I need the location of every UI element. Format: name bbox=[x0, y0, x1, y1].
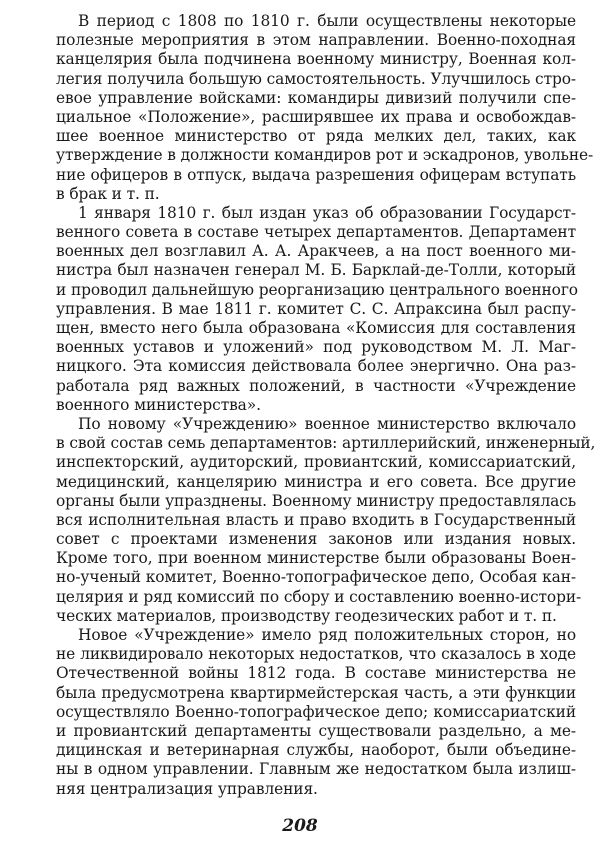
text-line: дицинская и ветеринарная службы, наоборот, были объедине- bbox=[56, 741, 576, 760]
text-line: шее военное министерство от ряда мелких дел, таких, как bbox=[56, 127, 576, 146]
text-line: В период с 1808 по 1810 г. были осуществлены некоторые bbox=[78, 12, 576, 30]
text-line: и провиантский департаменты существовали раздельно, а ме- bbox=[56, 721, 576, 740]
text-line: совет с проектами изменения законов или издания новых. bbox=[56, 530, 576, 549]
text-line: военного министерства». bbox=[56, 395, 261, 414]
text-line: военных дел возглавил А. А. Аракчеев, а на пост военного ми- bbox=[56, 242, 576, 261]
text-line: щен, вместо него была образована «Комиссия для составления bbox=[56, 319, 576, 337]
text-line: По новому «Учреждению» военное министерство включало bbox=[78, 414, 576, 433]
text-line: была предусмотрена квартирмейстерская часть, а эти функции bbox=[56, 683, 576, 702]
text-line: ние офицеров в отпуск, выдача разрешения офицерам вступать bbox=[56, 165, 576, 184]
book-page-body bbox=[56, 12, 596, 799]
text-line: целярия и ряд комиссий по сбору и составлению военно-истори- bbox=[56, 587, 582, 606]
text-line: работала ряд важных положений, в частности «Учреждение bbox=[56, 376, 576, 395]
text-line: но-ученый комитет, Военно-топографическое депо, Особая кан- bbox=[56, 568, 576, 587]
paragraph-3 bbox=[56, 414, 596, 626]
paragraph-2 bbox=[56, 204, 576, 415]
text-line: легия получила большую самостоятельность. Улучшилось стро- bbox=[56, 69, 576, 88]
paragraph-4 bbox=[56, 626, 576, 799]
text-line: и проводил дальнейшую реорганизацию центрального военного bbox=[56, 280, 578, 299]
text-line: няя централизация управления. bbox=[56, 779, 318, 798]
text-line: евое управление войсками: командиры дивизий получили спе- bbox=[56, 88, 576, 107]
text-line: ницкого. Эта комиссия действовала более энергично. Она раз- bbox=[56, 357, 576, 376]
text-line: ны в одном управлении. Главным же недостатком была излиш- bbox=[56, 760, 576, 779]
text-line: венного совета в составе четырех департаментов. Департамент bbox=[56, 223, 576, 242]
text-line: осуществляло Военно-топографическое депо; комиссариатский bbox=[56, 702, 576, 721]
text-line: полезные мероприятия в этом направлении. Военно-походная bbox=[56, 31, 576, 50]
text-line: военных уставов и уложений» под руководством М. Л. Маг- bbox=[56, 338, 576, 357]
text-line: Отечественной войны 1812 года. В составе министерства не bbox=[56, 664, 576, 683]
text-line: управления. В мае 1811 г. комитет С. С. Апраксина был распу- bbox=[56, 299, 576, 318]
text-line: органы были упразднены. Военному министру предоставлялась bbox=[56, 491, 576, 510]
text-line: Кроме того, при военном министерстве были образованы Воен- bbox=[56, 549, 576, 568]
text-line: утверждение в должности командиров рот и эскадронов, увольне- bbox=[56, 146, 594, 165]
text-line: не ликвидировало некоторых недостатков, что сказалось в ходе bbox=[56, 645, 576, 664]
paragraph-1 bbox=[56, 12, 594, 204]
text-line: в брак и т. п. bbox=[56, 184, 160, 203]
text-line: инспекторский, аудиторский, провиантский, комиссариатский, bbox=[56, 453, 576, 472]
text-line: медицинский, канцелярию министра и его совета. Все другие bbox=[56, 472, 576, 491]
page-number: 208 bbox=[282, 816, 318, 836]
text-line: Новое «Учреждение» имело ряд положительных сторон, но bbox=[78, 626, 576, 644]
text-line: в свой состав семь департаментов: артиллерийский, инженерный, bbox=[56, 434, 596, 453]
text-line: циальное «Положение», расширявшее их права и освобождав- bbox=[56, 107, 576, 126]
text-line: нистра был назначен генерал М. Б. Барклай-де-Толли, который bbox=[56, 261, 576, 280]
text-line: 1 января 1810 г. был издан указ об образовании Государст- bbox=[78, 203, 576, 222]
text-line: вся исполнительная власть и право входить в Государственный bbox=[56, 510, 576, 529]
text-line: ческих материалов, производству геодезических работ и т. п. bbox=[56, 606, 557, 625]
text-line: канцелярия была подчинена военному министру, Военная кол- bbox=[56, 50, 576, 69]
